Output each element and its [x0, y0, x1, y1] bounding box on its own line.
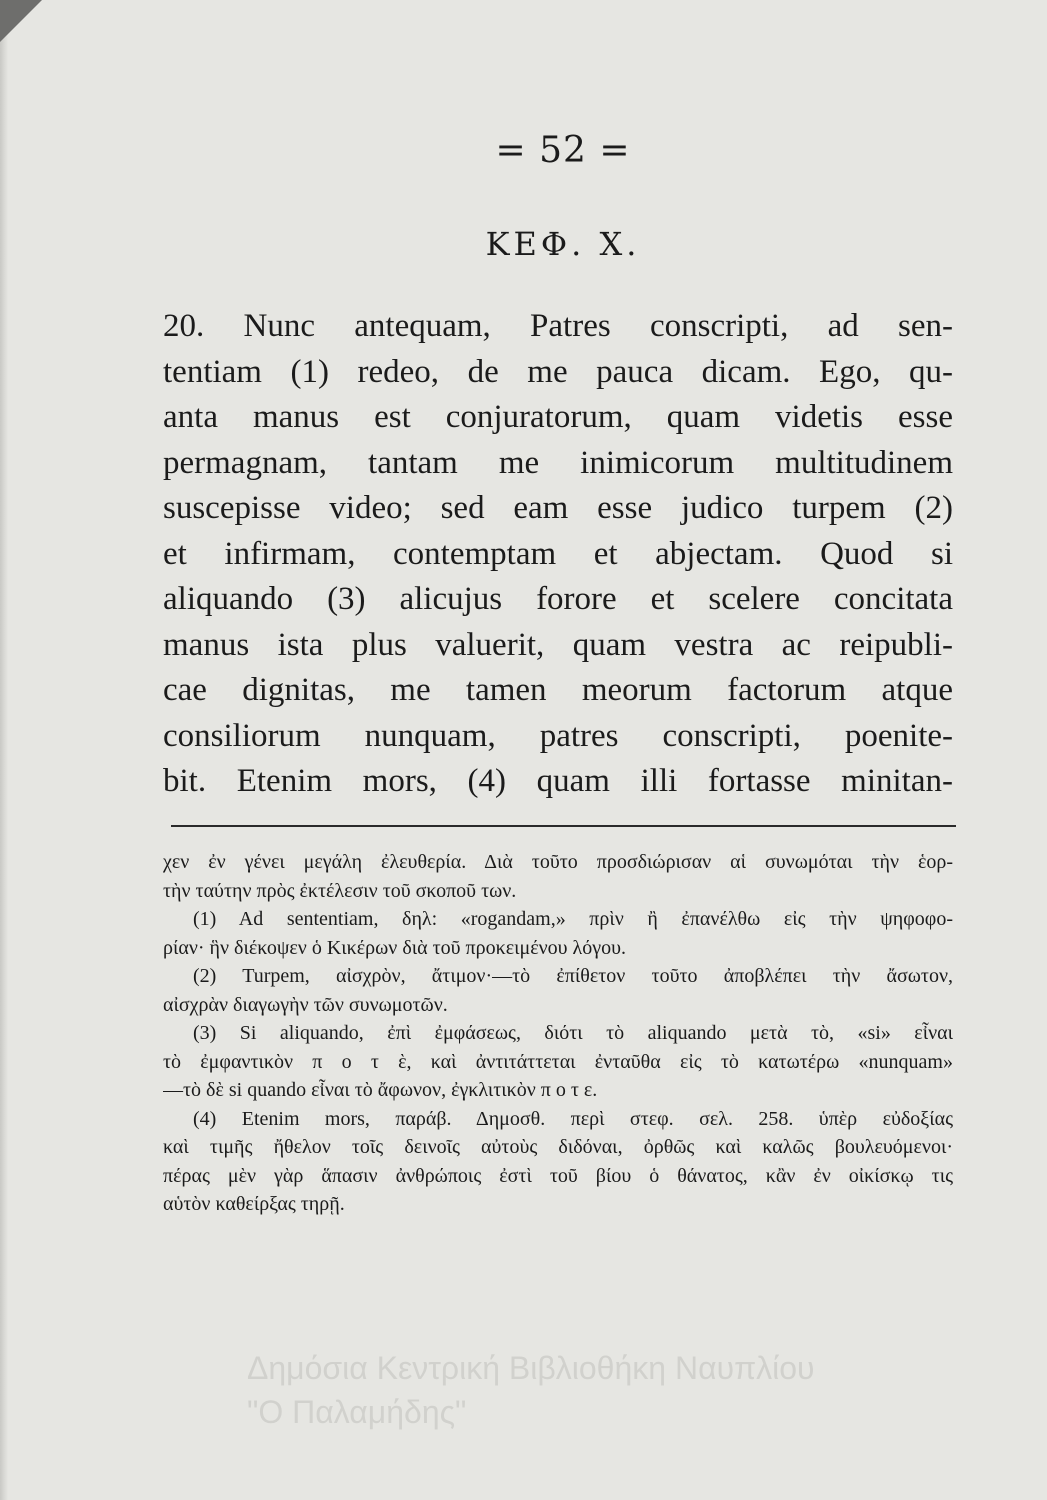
main-text-line: manus ista plus valuerit, quam vestra ac reipubli-	[163, 626, 953, 663]
footnote-line: αἰσχρὰν διαγωγὴν τῶν συνωμοτῶν.	[163, 993, 448, 1016]
watermark-line-2: "Ο Παλαμήδης"	[247, 1394, 467, 1430]
main-text-paragraph	[163, 304, 953, 805]
footnotes	[163, 848, 953, 1219]
page-number: = 52 =	[495, 130, 631, 171]
footnote-line: χεν ἐν γένει μεγάλη ἐλευθερία. Διὰ τοῦτο προσδιώρισαν αἱ συνωμόται τὴν ἑορ-	[163, 851, 953, 873]
page-corner-shadow	[0, 0, 42, 42]
footnote-line: αὑτὸν καθείρξας τηρῇ.	[163, 1193, 345, 1215]
library-watermark	[247, 1346, 815, 1434]
watermark-line-1: Δημόσια Κεντρική Βιβλιοθήκη Ναυπλίου	[247, 1350, 815, 1386]
main-text-line: tentiam (1) redeo, de me pauca dicam. Ego, qu-	[163, 353, 953, 390]
main-text-line: aliquando (3) alicujus forore et scelere concitata	[163, 581, 953, 617]
footnote-line: καὶ τιμῆς ἤθελον τοῖς δεινοῖς αὐτοὺς διδόναι, ὀρθῶς καὶ καλῶς βουλευόμενοι·	[163, 1136, 953, 1158]
main-text-line: permagnam, tantam me inimicorum multitudinem	[163, 444, 953, 481]
main-text-line: suscepisse video; sed eam esse judico turpem (2)	[163, 490, 953, 526]
footnote-line: τὴν ταύτην πρὸς ἐκτέλεσιν τοῦ σκοποῦ των.	[163, 879, 517, 902]
chapter-heading: ΚΕΦ. Χ.	[485, 225, 641, 263]
footnote-1: (1) Ad sententiam, δηλ: «rogandam,» πρὶν ἢ ἐπανέλθω εἰς τὴν ψηφοφο-	[193, 908, 953, 930]
main-text-line: et infirmam, contemptam et abjectam. Quod si	[163, 535, 953, 572]
page-edge-shadow	[0, 0, 8, 1500]
footnote-2: (2) Turpem, αἰσχρὸν, ἄτιμον·—τὸ ἐπίθετον τοῦτο ἀποβλέπει τὴν ἄσωτον,	[193, 965, 953, 987]
main-text-line: anta manus est conjuratorum, quam videtis esse	[163, 399, 953, 435]
main-text-line: bit. Etenim mors, (4) quam illi fortasse minitan-	[163, 763, 953, 799]
footnote-line: τὸ ἐμφαντικὸν π ο τ ὲ, καὶ ἀντιτάττεται ἐνταῦθα εἰς τὸ κατωτέρω «nunquam»	[163, 1050, 953, 1073]
footnote-line: ρίαν· ἣν διέκοψεν ὁ Κικέρων διὰ τοῦ προκειμένου λόγου.	[163, 936, 626, 959]
main-text-line: consiliorum nunquam, patres conscripti, poenite-	[163, 717, 953, 754]
main-text-line: cae dignitas, me tamen meorum factorum atque	[163, 672, 953, 708]
footnote-line: πέρας μὲν γὰρ ἅπασιν ἀνθρώποις ἐστὶ τοῦ βίου ὁ θάνατος, κἂν ἐν οἰκίσκῳ τις	[163, 1164, 953, 1187]
main-text-line: 20. Nunc antequam, Patres conscripti, ad sen-	[163, 308, 953, 344]
footnote-divider	[171, 825, 956, 827]
footnote-4: (4) Etenim mors, παράβ. Δημοσθ. περὶ στεφ. σελ. 258. ὑπὲρ εὐδοξίας	[193, 1107, 953, 1130]
footnote-line: —τὸ δὲ si quando εἶναι τὸ ἄφωνον, ἐγκλιτικὸν π ο τ ε.	[163, 1079, 598, 1101]
footnote-3: (3) Si aliquando, ἐπὶ ἐμφάσεως, διότι τὸ aliquando μετὰ τὸ, «si» εἶναι	[193, 1022, 953, 1044]
